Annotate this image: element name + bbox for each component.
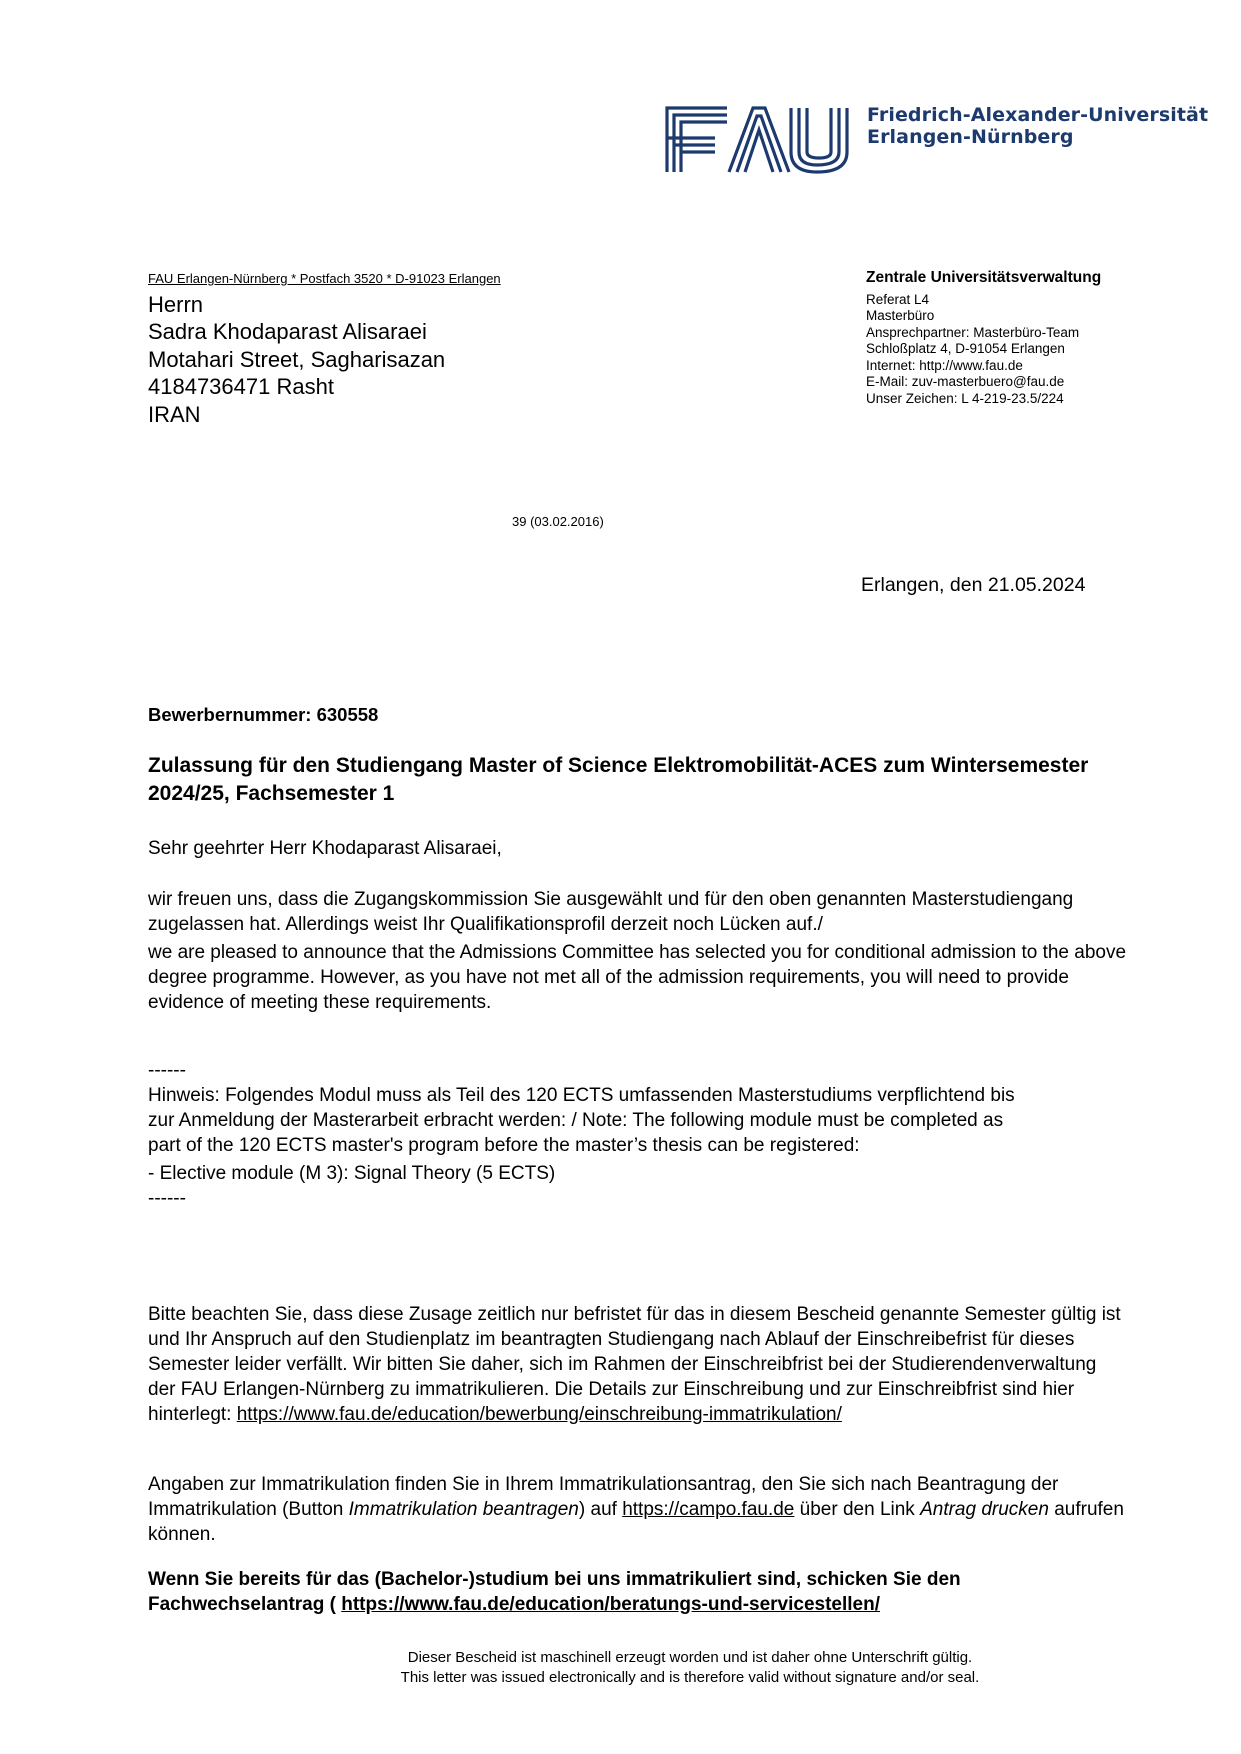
letter-subject: Zulassung für den Studiengang Master of Science Elektromobilität-ACES zum Wintersemester 2024/25, Fachsemester 1 [148,754,1089,805]
note-line: part of the 120 ECTS master's program before the master’s thesis can be registered: [148,1135,860,1156]
office-line: Unser Zeichen: L 4-219-23.5/224 [866,390,1064,406]
service-link[interactable]: https://www.fau.de/education/beratungs-und-servicestellen/ [341,1594,880,1615]
recipient-name: Sadra Khodaparast Alisaraei [148,319,427,345]
applicant-number: Bewerbernummer: 630558 [148,704,379,725]
sender-return-address: FAU Erlangen-Nürnberg * Postfach 3520 * D-91023 Erlangen [148,271,501,286]
intro-english: we are pleased to announce that the Admissions Committee has selected you for conditional admission to the above degree programme. However, as you have not met all of the admission requirements, you will need to provide evidence of meeting these requirements. [148,942,1127,1013]
greeting: Sehr geehrter Herr Khodaparast Alisaraei, [148,838,502,859]
office-line: Masterbüro [866,308,935,323]
button-name: Immatrikulation beantragen [348,1499,579,1520]
office-line: Ansprechpartner: Masterbüro-Team [866,324,1080,340]
fau-logo-mark [665,106,850,174]
note-line: Hinweis: Folgendes Modul muss als Teil des 120 ECTS umfassenden Masterstudiums verpflichtend bis [148,1085,1015,1106]
enrolment-info-paragraph [148,1472,1128,1547]
enrol-text: über den Link [794,1499,921,1520]
validity-paragraph [148,1302,1128,1427]
footer-german: Dieser Bescheid ist maschinell erzeugt worden und ist daher ohne Unterschrift gültig. [407,1649,973,1666]
link-name: Antrag drucken [920,1499,1049,1520]
enrol-text: Angaben zur Immatrikulation finden Sie in Ihrem Immatrikulationsantrag, den Sie sich nach Beantragung der Immatrikulation (Button [148,1474,1059,1520]
office-line: E-Mail: zuv-masterbuero@fau.de [866,374,1065,389]
office-info-block [866,270,1101,407]
enrolment-info-link[interactable]: https://www.fau.de/education/bewerbung/einschreibung-immatrikulation/ [236,1404,842,1425]
logo-university-name: Friedrich-Alexander-Universität [867,104,1209,126]
change-notice-paragraph [148,1567,1008,1617]
separator: ------ [148,1060,186,1081]
date-line: Erlangen, den 21.05.2024 [861,574,1086,596]
footer-english: This letter was issued electronically and is therefore valid without signature and/or seal. [400,1669,980,1686]
office-heading: Zentrale Universitätsverwaltung [866,269,1102,286]
note-line: zur Anmeldung der Masterarbeit erbracht werden: / Note: The following module must be completed as [148,1110,1004,1131]
office-line: Referat L4 [866,291,930,307]
intro-german: wir freuen uns, dass die Zugangskommission Sie ausgewählt und für den oben genannten Masterstudiengang zugelassen hat. Allerdings weist Ihr Qualifikationsprofil derzeit noch Lücken auf./ [148,889,1074,935]
fau-logo [665,102,1209,192]
logo-location: Erlangen-Nürnberg [867,126,1074,148]
separator: ------ [148,1188,186,1209]
enrol-text: ) auf [578,1499,623,1520]
campo-link[interactable]: https://campo.fau.de [622,1499,795,1520]
validity-text: Bitte beachten Sie, dass diese Zusage zeitlich nur befristet für das in diesem Bescheid genannte Semester gültig ist und Ihr Anspruch auf den Studienplatz im beantragten Studiengang nach Ablauf der Einschreibefrist für dieses Semester leider verfällt. Wir bitten Sie daher, sich im Rahmen der Einschreibfrist bei der Studierendenverwaltung der FAU Erlangen-Nürnberg zu immatrikulieren. Die Details zur Einschreibung und zur Einschreibfrist sind hier hinterlegt: [148,1304,1121,1425]
recipient-street: Motahari Street, Sagharisazan [148,346,446,372]
recipient-salutation: Herrn [148,292,204,317]
recipient-city: 4184736471 Rasht [148,374,334,400]
enrol-text: aufrufen können. [148,1499,1124,1545]
change-notice-text: Wenn Sie bereits für das (Bachelor-)studium bei uns immatrikuliert sind, schicken Sie den Fachwechselantrag ( [148,1569,961,1615]
recipient-address [148,291,445,428]
form-code: 39 (03.02.2016) [512,514,604,529]
recipient-country: IRAN [148,401,201,427]
office-line: Internet: http://www.fau.de [866,357,1023,373]
office-line: Schloßplatz 4, D-91054 Erlangen [866,341,1065,356]
footer [0,1648,1241,1688]
required-module: - Elective module (M 3): Signal Theory (5 ECTS) [148,1163,556,1184]
module-note [148,1058,1128,1211]
